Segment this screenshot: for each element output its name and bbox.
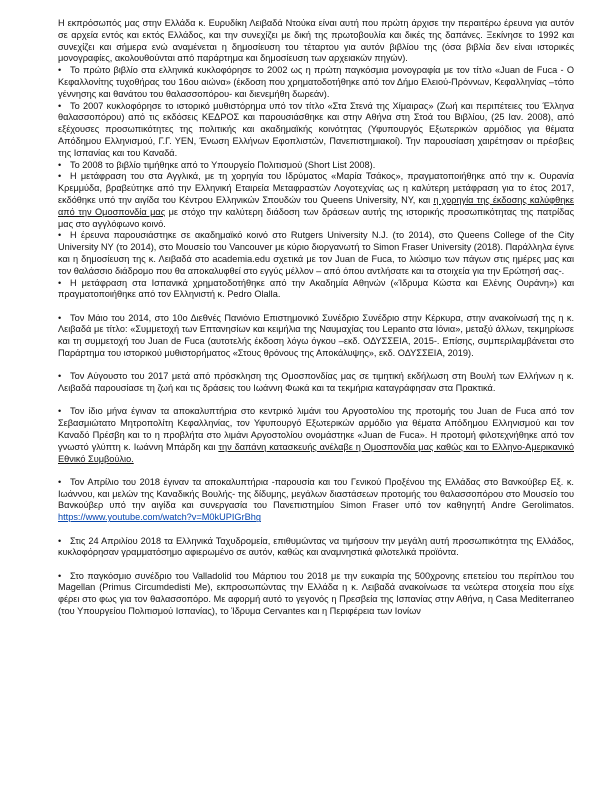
bullet-icon: • xyxy=(58,171,62,182)
paragraph-text-continued: με στόχο την καλύτερη διάδοση των δράσεων αυτής της ιστορικής προσωπικότητας της πατρίδας μας στο αγγλόφωνο κοινό. xyxy=(58,206,574,229)
paragraph-text: Το 2007 κυκλοφόρησε το ιστορικό μυθιστόρημα υπό τον τίτλο «Στα Στενά της Χίμαιρας» (Ζωή και περιπέτειες του Έλληνα θαλασσοπόρου) από τις εκδόσεις ΚΕΔΡΟΣ και παρουσιάσθηκε και στην Αθήνα στη Στοά του Βιβλίου, (25 Ιαν. 2008), από εξέχουσες προσωπικότητες της πολιτικής και ακαδημαϊκής κοινότητας (Υφυπουργός Εξωτερικών αρμόδιος για θέματα Απόδημου Ελληνισμού, Γ.Γ. ΥΕΝ, Ένωση Ελλήνων Εφοπλιστών, Πανεπιστημιακοί). Την παρουσίαση χαιρέτησαν οι πρέσβεις της Ισπανίας και του Καναδά. xyxy=(58,100,574,158)
paragraph-english-translation xyxy=(58,171,574,230)
paragraph-text: Τον Απρίλιο του 2018 έγιναν τα αποκαλυπτήρια -παρουσία και του Γενικού Προξένου της Ελλάδας στο Βανκούβερ Εξ. κ. Ιωάννου, και μελών της Καναδικής Βουλής- της δίδυμης, μεγάλων διαστάσεων προτομής του θαλασσοπόρου στο Μουσείο του Βανκούβερ υπό την αιγίδα και συνεργασία του Πανεπιστημίου Simon Fraser υπό τον καθηγητή Andre Gerolimatos. xyxy=(58,476,574,511)
bullet-icon: • xyxy=(58,277,62,288)
paragraph-parliament-event xyxy=(58,371,574,395)
paragraph-text: Η μετάφραση του στα Αγγλικά, με τη χορηγία του Ιδρύματος «Μαρία Τσάκος», πραγματοποιήθηκε από την κ. Ουρανία Κρεμμύδα, βραβεύτηκε από την Ελληνική Εταιρεία Μεταφραστών Λογοτεχνίας ως η καλύτερη μετάφραση για το έτος 2017, εκδόθηκε υπό την αιγίδα του Κέντρου Ελληνικών Σπουδών του Queens University, NY, και xyxy=(58,171,574,205)
paragraph-text: Τον ίδιο μήνα έγιναν τα αποκαλυπτήρια στο κεντρικό λιμάνι του Αργοστολίου της προτομής του Juan de Fuca από τον Σεβασμιώτατο Μητροπολίτη Κεφαλληνίας, τον Υφυπουργό Εξωτερικών αρμόδιο για θέματα Απόδημου Ελληνισμού και τον Καναδό Πρέσβη και το η προβλήτα στο λιμάνι Αργοστολίου ονομάστηκε «Juan de Fuca». Η προτομή φιλοτεχνήθηκε από τον γνωστό γλύπτη κ. Ιωάννη Μπάρδη και xyxy=(58,406,574,452)
bullet-icon: • xyxy=(58,100,62,111)
youtube-link[interactable]: https://www.youtube.com/watch?v=M0kUPIGrBhg xyxy=(58,512,261,523)
bullet-icon: • xyxy=(58,406,62,417)
bullet-icon: • xyxy=(58,535,62,546)
paragraph-bust-vancouver xyxy=(58,477,574,524)
paragraph-text: Η εκπρόσωπός μας στην Ελλάδα κ. Ευρυδίκη Λειβαδά Ντούκα είναι αυτή που πρώτη άρχισε την περαιτέρω έρευνα για αυτόν σε αρχεία εντός και εκτός Ελλάδος, και την συνεχίζει με δική της πρωτοβουλία και δικές της δαπάνες. Ξεκίνησε το 1992 και συνεχίζει και σήμερα ενώ αναμένεται η δημοσίευση του τέταρτου για αυτόν βιβλίου της (όσα βιβλία δεν είναι ιστορικές μονογραφίες, ακολουθούνται από παράρτημα και δημοσίευση των αρχειακών πηγών). xyxy=(58,18,574,64)
paragraph-text: Η μετάφραση στα Ισπανικά χρηματοδοτήθηκε από την Ακαδημία Αθηνών («Ίδρυμα Κώστα και Ελένης Ουράνη») και πραγματοποιήθηκε από τον Ελληνιστή κ. Pedro Olalla. xyxy=(58,277,574,300)
paragraph-research-presentations xyxy=(58,230,574,277)
paragraph-text: Η έρευνα παρουσιάστηκε σε ακαδημαϊκό κοινό στο Rutgers University N.J. (το 2014), στο Queens College of the City University NY (το 2014), στο Μουσείο του Vancouver με κύριο διοργανωτή το Simon Fraser University (2018). Παράλληλα έγινε και η δημοσίευση της κ. Λειβαδά στο academia.edu σχετικά με τον Juan de Fuca, το λιώσιμο των πάγων στις ημέρες μας και τον θαλάσσιο διάδρομο που θα αποκαλυφθεί στο εγγύς μέλλον – από όπου αντλήσατε και τα στοιχεία για την Ερώτησή σας-. xyxy=(58,230,574,276)
paragraph-text: Τον Μάιο του 2014, στο 10ο Διεθνές Πανιόνιο Επιστημονικό Συνέδριο Συνέδριο στην Κέρκυρα, στην ανακοίνωσή της η κ. Λειβαδά με τίτλο: «Συμμετοχή των Επτανησίων και κειμήλια της Ναυμαχίας του Lepanto στα Ιόνια», μεταξύ άλλων, τεκμηρίωσε και τη συμμετοχή του Juan de Fuca (αυτοτελής έκδοση λόγω όγκου –εκδ. ΟΔΥΣΣΕΙΑ, 2015-. Επίσης, συμπεριλαμβάνεται στο Παράρτημα του ιστορικού μυθιστορήματος «Στους θρόνους της Αποκάλυψης», εκδ. ΟΔΥΣΣΕΙΑ, 2019). xyxy=(58,312,574,359)
bullet-icon: • xyxy=(58,570,62,581)
bullet-icon: • xyxy=(58,65,62,76)
bullet-icon: • xyxy=(58,476,62,487)
paragraph-valladolid xyxy=(58,571,574,618)
paragraph-text: Το 2008 το βιβλίο τιμήθηκε από το Υπουργείο Πολιτισμού (Short List 2008). xyxy=(70,159,376,170)
bullet-icon: • xyxy=(58,159,62,170)
paragraph-corfu-conference xyxy=(58,313,574,360)
paragraph-text: Το πρώτο βιβλίο στα ελληνικά κυκλοφόρησε το 2002 ως η πρώτη παγκόσμια μονογραφία με τον τίτλο «Juan de Fuca - Ο Κεφαλλονίτης τυχοθήρας του 16ου αιώνα» (έκδοση που χρηματοδοτήθηκε από τον Δήμο Ελειού-Πρόννων, Κεφαλληνίας –τόπο γέννησης και θανάτου του θαλασσοπόρου- και διενεμήθη δωρεάν). xyxy=(58,65,574,99)
paragraph-first-book xyxy=(58,65,574,100)
bullet-icon: • xyxy=(58,230,62,241)
paragraph-text: Τον Αύγουστο του 2017 μετά από πρόσκληση της Ομοσπονδίας μας σε τιμητική εκδήλωση στη Βουλή των Ελλήνων η κ. Λειβαδά παρουσίασε τη ζωή και τις δράσεις του Ιωάννη Φωκά και τα τεκμήρια καταγράφησαν στα Πρακτικά. xyxy=(58,371,574,394)
paragraph-spanish-translation xyxy=(58,278,574,302)
paragraph-novel-2007 xyxy=(58,101,574,160)
underlined-text: την δαπάνη κατασκευής ανέλαβε η Ομοσπονδία μας καθώς και το Ελληνο-Αμερικανικό Εθνικό Συμβούλιο. xyxy=(58,441,574,464)
bullet-icon: • xyxy=(58,371,62,382)
bullet-icon: • xyxy=(58,312,62,323)
underlined-text: η χορηγία της έκδοσης καλύφθηκε από την Ομοσπονδία μας xyxy=(58,194,574,217)
paragraph-award-2008 xyxy=(58,160,574,172)
paragraph-stamp xyxy=(58,536,574,560)
paragraph-bust-argostoli xyxy=(58,406,574,465)
paragraph-text: Στις 24 Απριλίου 2018 τα Ελληνικά Ταχυδρομεία, επιθυμώντας να τιμήσουν την μεγάλη αυτή προσωπικότητα της Ελλάδος, κυκλοφόρησαν γραμματόσημο αφιερωμένο σε αυτόν, καθώς και αναμνηστικά φιλοτελικά προϊόντα. xyxy=(58,535,574,558)
paragraph-intro xyxy=(58,18,574,65)
paragraph-text: Στο παγκόσμιο συνέδριο του Valladolid του Μάρτιου του 2018 με την ευκαιρία της 500χρονης επετείου του περίπλου του Magellan (Primus Circumdedisti Me), εκπροσωπώντας την Ελλάδα η κ. Λειβαδά ανακοίνωσε τα νεώτερα στοιχεία που είχε φέρει στο φως για τον θαλασσοπόρο. Με αφορμή αυτό το γεγονός η Πρεσβεία της Ισπανίας στην Αθήνα, η Casa Mediterraneo (του Υπουργείου Πολιτισμού Ισπανίας), το Ίδρυμα Cervantes και η Περιφέρεια των Ιονίων xyxy=(58,570,574,617)
